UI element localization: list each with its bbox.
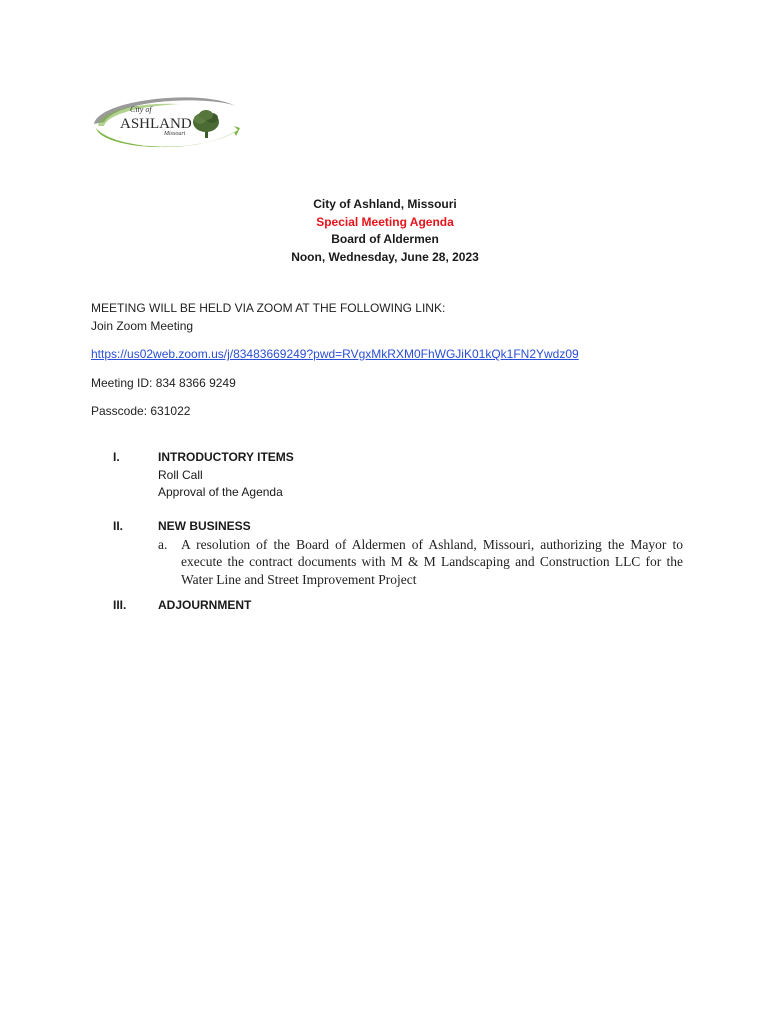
agenda-subitem [158,536,683,589]
subitem-letter: a. [158,536,168,552]
section-title: INTRODUCTORY ITEMS [158,450,294,464]
meeting-id: Meeting ID: 834 8366 9249 [91,375,236,390]
meeting-info [91,300,691,421]
section-numeral: I. [113,450,120,464]
city-logo [90,92,242,154]
agenda-header [0,196,770,266]
meeting-date: Noon, Wednesday, June 28, 2023 [291,249,479,264]
zoom-notice: MEETING WILL BE HELD VIA ZOOM AT THE FOLLOWING LINK: [91,301,446,315]
logo-text-city-of: City of [130,105,152,114]
subitem-text: A resolution of the Board of Aldermen of Ashland, Missouri, authorizing the Mayor to execute the contract documents with M & M Landscaping and Construction LLC for the Water Line and Street Improvement Project [181,536,683,587]
section-numeral: III. [113,598,127,612]
section-numeral: II. [113,519,124,533]
zoom-meeting-link[interactable]: https://us02web.zoom.us/j/83483669249?pwd=RVgxMkRXM0FhWGJiK01kQk1FN2Ywdz09 [91,347,579,361]
section-title: NEW BUSINESS [158,519,251,533]
city-logo-graphic [90,92,242,154]
agenda-item-approval: Approval of the Agenda [158,485,283,499]
section-title: ADJOURNMENT [158,598,252,612]
logo-text-tagline: Growing Forward [142,142,186,148]
agenda-title: Special Meeting Agenda [316,214,454,229]
agenda-item-roll-call: Roll Call [158,467,203,482]
logo-text-missouri: Missouri [164,131,186,137]
join-zoom-label: Join Zoom Meeting [91,318,194,333]
logo-text-ashland: ASHLAND [120,116,192,132]
meeting-passcode: Passcode: 631022 [91,404,191,418]
board-name: Board of Aldermen [331,232,439,246]
city-name: City of Ashland, Missouri [313,197,457,211]
logo-tree-icon [193,110,219,138]
